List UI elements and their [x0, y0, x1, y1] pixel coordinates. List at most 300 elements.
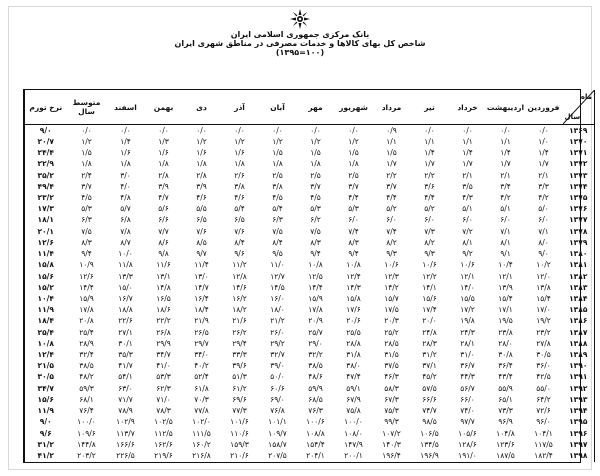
value-cell: ۵۴/۱	[118, 372, 133, 382]
value-cell: ۱/۵	[310, 148, 321, 158]
value-cell: ۱/۶	[120, 148, 131, 158]
value-cell: ۱۴۷/۹	[344, 439, 363, 449]
year-cell: ۱۳۷۰	[563, 136, 595, 147]
value-cell: ۱/۸	[310, 159, 321, 169]
value-cell: ۷۴/۷	[422, 406, 437, 416]
value-cell: ۱۵/۶	[422, 293, 437, 303]
value-cell: ۳۱/۵	[384, 350, 399, 360]
year-cell: ۱۳۷۴	[563, 181, 595, 192]
column-header: فروردین	[525, 90, 563, 125]
column-header: آذر	[221, 90, 259, 125]
value-cell: ۷۱/۰	[156, 394, 171, 404]
table-row	[25, 159, 595, 170]
value-cell: ۳۶/۰	[536, 361, 551, 371]
value-cell: ۱۶/۰	[270, 293, 285, 303]
column-header: اردیبهشت	[487, 90, 525, 125]
value-cell: ۲۰/۱	[25, 226, 67, 237]
value-cell: ۱۴/۱	[422, 282, 437, 292]
value-cell: ۳۰/۸	[498, 350, 513, 360]
corner-year-label: سال	[564, 113, 581, 121]
value-cell: ۵/۱	[500, 204, 511, 214]
value-cell: ۹/۴	[310, 249, 321, 259]
value-cell: ۰/۰	[500, 125, 511, 135]
value-cell: ۲۲/۶	[118, 316, 133, 326]
value-cell: ۳/۷	[348, 181, 359, 191]
value-cell: ۰/۰	[234, 125, 245, 135]
value-cell: ۲۸/۸	[346, 338, 361, 348]
value-cell: ۱۰۹/۷	[268, 428, 287, 438]
value-cell: ۱۰۲/۵	[154, 417, 173, 427]
value-cell: ۱۵۸/۷	[268, 439, 287, 449]
value-cell: ۰/۰	[538, 125, 549, 135]
column-header: شهریور	[335, 90, 373, 125]
value-cell: ۱۲/۱	[498, 271, 513, 281]
value-cell: ۴۸/۲	[79, 372, 94, 382]
value-cell: ۱۱/۹	[25, 406, 67, 417]
value-cell: ۲۳/۸	[498, 327, 513, 337]
table-row	[25, 338, 595, 349]
value-cell: ۳۰/۱	[118, 338, 133, 348]
value-cell: ۱/۵	[81, 148, 92, 158]
value-cell: ۲۸/۳	[422, 338, 437, 348]
value-cell: ۱۵/۶	[25, 394, 67, 405]
value-cell: ۵۶/۷	[460, 383, 475, 393]
value-cell: ۳/۶	[424, 181, 435, 191]
value-cell: ۸/۵	[196, 237, 207, 247]
table-row	[25, 327, 595, 338]
cpi-table-container	[23, 89, 592, 463]
value-cell: ۴۱/۰	[156, 361, 171, 371]
value-cell: ۳/۴	[500, 181, 511, 191]
value-cell: ۳۱/۲	[25, 439, 67, 450]
value-cell: ۴/۴	[348, 192, 359, 202]
value-cell: ۲/۸	[158, 170, 169, 180]
value-cell: ۸/۴	[234, 237, 245, 247]
value-cell: ۲۵/۵	[346, 327, 361, 337]
column-header: دی	[183, 90, 221, 125]
value-cell: ۱۵/۷	[384, 293, 399, 303]
value-cell: ۱۱۳/۷	[116, 428, 135, 438]
value-cell: ۱۷/۰	[536, 305, 551, 315]
value-cell: ۲۶/۰	[270, 327, 285, 337]
value-cell: ۱/۸	[196, 159, 207, 169]
value-cell: ۱۱/۸	[118, 260, 133, 270]
value-cell: ۱۵/۸	[25, 260, 67, 271]
value-cell: ۱۱۱/۵	[192, 428, 211, 438]
value-cell: ۱۵/۸	[346, 293, 361, 303]
value-cell: ۶۷/۹	[346, 394, 361, 404]
value-cell: ۳۰/۵	[536, 350, 551, 360]
value-cell: ۱۲۳/۶	[496, 439, 515, 449]
value-cell: ۱۱۷/۵	[534, 439, 553, 449]
value-cell: ۲/۸	[196, 170, 207, 180]
value-cell: ۲۶/۲	[232, 327, 247, 337]
value-cell: ۸/۰	[538, 237, 549, 247]
value-cell: ۳۴/۰	[194, 350, 209, 360]
value-cell: ۴۸/۶	[308, 372, 323, 382]
value-cell: ۳۳/۳	[232, 350, 247, 360]
value-cell: ۲/۵	[348, 170, 359, 180]
value-cell: ۹۶/۰	[536, 417, 551, 427]
table-row	[25, 271, 595, 282]
value-cell: ۲/۲	[424, 170, 435, 180]
value-cell: ۱۳/۹	[498, 282, 513, 292]
value-cell: ۴۵/۲	[422, 372, 437, 382]
value-cell: ۲۲/۲	[156, 316, 171, 326]
value-cell: ۹/۰	[25, 125, 67, 137]
value-cell: ۱/۲	[272, 136, 283, 146]
year-cell: ۱۳۷۲	[563, 159, 595, 170]
year-cell: ۱۳۸۱	[563, 260, 595, 271]
value-cell: ۲۷/۸	[536, 338, 551, 348]
table-row	[25, 293, 595, 304]
value-cell: ۲۲۶/۵	[116, 451, 135, 461]
value-cell: ۱۰/۶	[422, 260, 437, 270]
value-cell: ۲۱۶/۸	[192, 451, 211, 461]
value-cell: ۷/۳	[424, 226, 435, 236]
value-cell: ۲/۱	[462, 170, 473, 180]
value-cell: ۱۱۲/۵	[154, 428, 173, 438]
value-cell: ۳/۸	[234, 181, 245, 191]
year-cell: ۱۳۶۹	[563, 125, 595, 137]
value-cell: ۲۰/۸	[79, 316, 94, 326]
value-cell: ۷۸/۹	[118, 406, 133, 416]
value-cell: ۶۴/۲	[536, 394, 551, 404]
value-cell: ۲۷/۱	[118, 327, 133, 337]
value-cell: ۸/۳	[81, 237, 92, 247]
value-cell: ۲۵/۴	[25, 327, 67, 338]
value-cell: ۳۴/۷	[156, 350, 171, 360]
table-row	[25, 417, 595, 428]
value-cell: ۷/۷	[158, 226, 169, 236]
value-cell: ۹۸/۵	[422, 417, 437, 427]
value-cell: ۶۸/۱	[79, 394, 94, 404]
value-cell: ۷/۵	[310, 226, 321, 236]
value-cell: ۱۲/۵	[308, 271, 323, 281]
value-cell: ۱/۱	[500, 136, 511, 146]
value-cell: ۱۰/۰	[118, 249, 133, 259]
value-cell: ۷/۴	[348, 226, 359, 236]
value-cell: ۶/۳	[81, 215, 92, 225]
value-cell: ۴۶/۳	[384, 372, 399, 382]
value-cell: ۶۱/۸	[194, 383, 209, 393]
value-cell: ۰/۰	[272, 125, 283, 135]
value-cell: ۱۱/۲	[232, 260, 247, 270]
value-cell: ۱۲/۷	[270, 271, 285, 281]
corner-month-label: ماه	[580, 93, 592, 101]
table-row	[25, 305, 595, 316]
value-cell: ۲۴/۸	[422, 327, 437, 337]
value-cell: ۳۹/۰	[270, 361, 285, 371]
value-cell: ۱۴/۳	[346, 282, 361, 292]
value-cell: ۴/۵	[81, 192, 92, 202]
value-cell: ۱/۸	[234, 159, 245, 169]
value-cell: ۴۳/۴	[498, 372, 513, 382]
value-cell: ۵/۷	[120, 204, 131, 214]
value-cell: ۱۰۰/۰	[344, 417, 363, 427]
value-cell: ۹/۲	[462, 249, 473, 259]
table-row	[25, 237, 595, 248]
value-cell: ۱۱/۴	[194, 260, 209, 270]
value-cell: ۴۴/۳	[460, 372, 475, 382]
value-cell: ۳۹/۶	[232, 361, 247, 371]
value-cell: ۴/۵	[310, 192, 321, 202]
value-cell: ۲۰/۷	[25, 136, 67, 147]
value-cell: ۸/۱	[500, 237, 511, 247]
value-cell: ۲۸/۵	[384, 338, 399, 348]
value-cell: ۱۰۲/۹	[116, 417, 135, 427]
value-cell: ۹/۴	[81, 249, 92, 259]
value-cell: ۹/۴	[348, 249, 359, 259]
value-cell: ۶/۳	[272, 215, 283, 225]
value-cell: ۱/۴	[424, 148, 435, 158]
value-cell: ۴۲/۵	[536, 372, 551, 382]
value-cell: ۵/۰	[538, 204, 549, 214]
year-cell: ۱۳۸۴	[563, 293, 595, 304]
value-cell: ۹/۰	[25, 417, 67, 428]
value-cell: ۱۵/۴	[536, 293, 551, 303]
table-row	[25, 282, 595, 293]
bank-logo-icon	[290, 9, 310, 29]
value-cell: ۱/۲	[348, 136, 359, 146]
value-cell: ۱۲/۴	[25, 349, 67, 360]
value-cell: ۱۰۹/۶	[77, 428, 96, 438]
value-cell: ۶/۰	[500, 215, 511, 225]
year-cell: ۱۳۸۵	[563, 305, 595, 316]
value-cell: ۲۹/۲	[270, 338, 285, 348]
value-cell: ۲۸/۰	[498, 338, 513, 348]
year-cell: ۱۳۷۹	[563, 237, 595, 248]
value-cell: ۶/۲	[310, 215, 321, 225]
value-cell: ۳۴/۷	[25, 383, 67, 394]
document-title: شاخص کل بهای کالاها و خدمات مصرفی در مناطق شهری ایران	[174, 39, 426, 48]
value-cell: ۵/۱	[462, 204, 473, 214]
value-cell: ۲۵/۴	[79, 327, 94, 337]
value-cell: ۱۴/۴	[79, 282, 94, 292]
value-cell: ۶/۸	[120, 215, 131, 225]
value-cell: ۱۰/۸	[308, 260, 323, 270]
table-row	[25, 383, 595, 394]
value-cell: ۱۵/۴	[498, 293, 513, 303]
value-cell: ۶۵/۱	[498, 394, 513, 404]
value-cell: ۱۰۷/۲	[382, 428, 401, 438]
value-cell: ۶۷/۳	[384, 394, 399, 404]
value-cell: ۲۳/۲	[536, 327, 551, 337]
value-cell: ۷۸/۳	[156, 406, 171, 416]
value-cell: ۹/۱	[500, 249, 511, 259]
value-cell: ۲۸/۹	[79, 338, 94, 348]
value-cell: ۲۶/۸	[156, 327, 171, 337]
value-cell: ۸/۳	[348, 237, 359, 247]
value-cell: ۱۱/۴	[25, 248, 67, 259]
value-cell: ۲۱/۲	[270, 316, 285, 326]
value-cell: ۱/۶	[196, 148, 207, 158]
column-header: مهر	[297, 90, 335, 125]
value-cell: ۴/۳	[462, 192, 473, 202]
cpi-table	[24, 90, 595, 462]
value-cell: ۱۷/۴	[422, 305, 437, 315]
year-cell: ۱۳۸۷	[563, 327, 595, 338]
value-cell: ۵۸/۳	[384, 383, 399, 393]
value-cell: ۱/۸	[348, 159, 359, 169]
value-cell: ۷/۱	[538, 226, 549, 236]
value-cell: ۵۱/۳	[232, 372, 247, 382]
value-cell: ۱/۰	[538, 136, 549, 146]
value-cell: ۷/۱	[500, 226, 511, 236]
value-cell: ۳/۸	[272, 181, 283, 191]
value-cell: ۶۲/۳	[156, 383, 171, 393]
value-cell: ۲۵/۷	[308, 327, 323, 337]
value-cell: ۹۶/۹	[498, 417, 513, 427]
value-cell: ۱۴/۵	[270, 282, 285, 292]
table-row	[25, 215, 595, 226]
value-cell: ۱/۷	[538, 159, 549, 169]
table-row	[25, 248, 595, 259]
value-cell: ۱۴/۰	[460, 282, 475, 292]
year-cell: ۱۳۹۰	[563, 361, 595, 372]
value-cell: ۱/۷	[462, 159, 473, 169]
value-cell: ۶۰/۶	[270, 383, 285, 393]
year-cell: ۱۳۸۲	[563, 271, 595, 282]
value-cell: ۱۱/۹	[25, 305, 67, 316]
value-cell: ۱۸۷/۵	[496, 451, 515, 461]
value-cell: ۳۱/۲	[422, 350, 437, 360]
value-cell: ۰/۰	[462, 125, 473, 135]
value-cell: ۲/۶	[234, 170, 245, 180]
value-cell: ۱۷/۱	[498, 305, 513, 315]
value-cell: ۱۰۱/۶	[230, 417, 249, 427]
value-cell: ۲۰۴/۱	[306, 451, 325, 461]
value-cell: ۱۸/۱	[25, 215, 67, 226]
value-cell: ۱/۵	[348, 148, 359, 158]
value-cell: ۴۷/۴	[346, 372, 361, 382]
value-cell: ۳۱/۰	[460, 350, 475, 360]
value-cell: ۷۶/۳	[308, 406, 323, 416]
value-cell: ۲۱/۵	[25, 361, 67, 372]
value-cell: ۵۳/۳	[156, 372, 171, 382]
year-cell: ۱۳۸۹	[563, 349, 595, 360]
value-cell: ۱۵/۵	[460, 293, 475, 303]
value-cell: ۵۹/۳	[79, 383, 94, 393]
value-cell: ۱۹/۸	[460, 316, 475, 326]
table-row	[25, 361, 595, 372]
value-cell: ۷/۸	[120, 226, 131, 236]
column-header: آبان	[259, 90, 297, 125]
value-cell: ۴۹/۴	[25, 181, 67, 192]
value-cell: ۹/۳	[386, 249, 397, 259]
value-cell: ۵/۳	[81, 204, 92, 214]
value-cell: ۳/۷	[81, 181, 92, 191]
value-cell: ۲۴/۴	[25, 147, 67, 158]
value-cell: ۱۹/۵	[498, 316, 513, 326]
value-cell: ۶/۰	[462, 215, 473, 225]
year-cell: ۱۳۸۰	[563, 248, 595, 259]
value-cell: ۱۶/۴	[194, 293, 209, 303]
value-cell: ۹/۸	[158, 249, 169, 259]
value-cell: ۲/۴	[81, 170, 92, 180]
value-cell: ۵/۵	[196, 204, 207, 214]
value-cell: ۳۵/۳	[118, 350, 133, 360]
table-row	[25, 372, 595, 383]
value-cell: ۷۶/۸	[270, 406, 285, 416]
value-cell: ۱۰۰/۶	[306, 417, 325, 427]
table-header-row	[25, 90, 595, 125]
value-cell: ۳۲/۷	[270, 350, 285, 360]
value-cell: ۶/۰	[386, 215, 397, 225]
value-cell: ۷/۶	[234, 226, 245, 236]
value-cell: ۰/۰	[196, 125, 207, 135]
value-cell: ۰/۰	[310, 125, 321, 135]
value-cell: ۲۹/۰	[308, 338, 323, 348]
value-cell: ۵۷/۵	[422, 383, 437, 393]
column-header: متوسط سال	[67, 90, 107, 125]
value-cell: ۹/۷	[196, 249, 207, 259]
column-header: مرداد	[373, 90, 411, 125]
value-cell: ۱۰۸/۰	[344, 428, 363, 438]
value-cell: ۱۵/۶	[25, 271, 67, 282]
value-cell: ۱۳/۱	[156, 271, 171, 281]
value-cell: ۷۵/۳	[384, 406, 399, 416]
value-cell: ۸/۴	[272, 237, 283, 247]
table-row	[25, 428, 595, 439]
value-cell: ۱/۸	[158, 159, 169, 169]
value-cell: ۴/۶	[234, 192, 245, 202]
value-cell: ۰/۰	[81, 125, 92, 135]
value-cell: ۱۱۰/۶	[230, 428, 249, 438]
value-cell: ۳/۷	[310, 181, 321, 191]
value-cell: ۳۲/۴	[79, 350, 94, 360]
value-cell: ۶/۰	[348, 215, 359, 225]
value-cell: ۱۹۱/۰	[458, 451, 477, 461]
value-cell: ۱۰/۸	[346, 260, 361, 270]
value-cell: ۹۷/۷	[460, 417, 475, 427]
value-cell: ۱/۶	[234, 148, 245, 158]
value-cell: ۲۱۹/۶	[154, 451, 173, 461]
value-cell: ۱۲/۶	[25, 237, 67, 248]
value-cell: ۱۰۲/۰	[192, 417, 211, 427]
table-row	[25, 170, 595, 181]
value-cell: ۲/۱	[500, 170, 511, 180]
year-cell: ۱۳۷۶	[563, 204, 595, 215]
value-cell: ۴/۰	[120, 181, 131, 191]
value-cell: ۱۷/۶	[346, 305, 361, 315]
value-cell: ۱۴۴/۸	[77, 439, 96, 449]
value-cell: ۶۶/۶	[422, 394, 437, 404]
year-cell: ۱۳۹۳	[563, 394, 595, 405]
year-cell: ۱۳۷۷	[563, 215, 595, 226]
value-cell: ۴/۴	[424, 192, 435, 202]
value-cell: ۱۵/۰	[118, 282, 133, 292]
value-cell: ۲۰/۶	[346, 316, 361, 326]
value-cell: ۶۹/۰	[270, 394, 285, 404]
table-row	[25, 406, 595, 417]
value-cell: ۵/۴	[234, 204, 245, 214]
year-cell: ۱۳۹۶	[563, 428, 595, 439]
value-cell: ۴/۶	[196, 192, 207, 202]
table-row	[25, 181, 595, 192]
value-cell: ۱۹۶/۹	[420, 451, 439, 461]
value-cell: ۱۷/۸	[308, 305, 323, 315]
value-cell: ۹/۰	[538, 249, 549, 259]
value-cell: ۹/۶	[25, 428, 67, 439]
value-cell: ۹/۵	[272, 249, 283, 259]
bank-name: بانک مرکزی جمهوری اسلامی ایران	[230, 30, 370, 39]
value-cell: ۱۶۰/۲	[192, 439, 211, 449]
value-cell: ۱۸/۴	[25, 316, 67, 327]
value-cell: ۳۷/۱	[422, 361, 437, 371]
column-header: نرخ تورم	[25, 90, 67, 125]
year-cell: ۱۳۹۴	[563, 406, 595, 417]
